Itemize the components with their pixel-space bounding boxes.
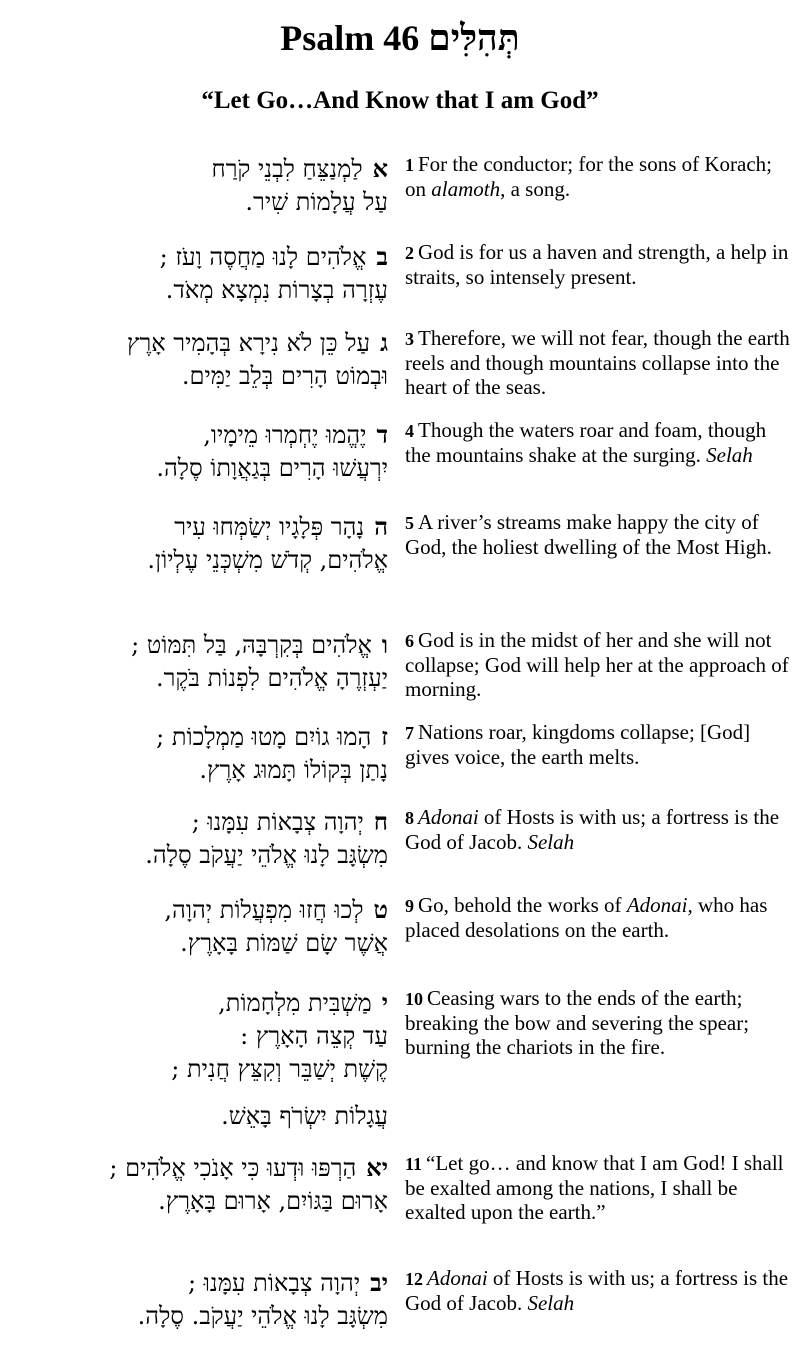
verse-number: 5: [405, 513, 414, 533]
hebrew-line: זהָמוּ גוֹיִם מָטוּ מַמְלָכוֹת ;: [156, 722, 388, 751]
hebrew-verse-number: ב: [376, 242, 388, 271]
verse-number: 7: [405, 723, 414, 743]
verse-hebrew: [12, 720, 388, 787]
hebrew-line: באֱלֹהִים לָנוּ מַחֲסֶה וָעֹז ;: [159, 242, 388, 271]
verse-number: 10: [405, 989, 423, 1009]
hebrew-line: יִרְעֲשׁוּ הָרִים בְּגַאֲוָתוֹ סֶלָה.: [156, 454, 388, 482]
hebrew-line: יאהַרְפּוּ וּדְעוּ כִּי אָנֹכִי אֱלֹהִים ;: [109, 1153, 388, 1182]
hebrew-line: מִשְׂגָּב לָנוּ אֱלֹהֵי יַעֲקֹב סֶלָה.: [145, 841, 388, 869]
hebrew-verse-number: יא: [366, 1153, 388, 1182]
verse-english: 12 Adonai of Hosts is with us; a fortress is the God of Jacob. Selah: [405, 1266, 789, 1315]
verse-number: 12: [405, 1269, 423, 1289]
verse-hebrew: [12, 1266, 388, 1333]
title-english: Psalm 46: [280, 18, 420, 58]
hebrew-verse-number: ז: [381, 722, 388, 751]
verse-hebrew: [12, 510, 388, 577]
hebrew-line: טלְכוּ חֲזוּ מִפְעֲלוֹת יְהוָה,: [164, 895, 388, 924]
hebrew-verse-number: יב: [370, 1268, 388, 1297]
verse-number: 2: [405, 243, 414, 263]
italic-term: Selah: [527, 830, 575, 854]
verse-english: 3 Therefore, we will not fear, though the earth reels and though mountains collapse into the heart of the seas.: [405, 326, 790, 399]
hebrew-verse-number: ט: [373, 895, 388, 924]
page-subtitle: “Let Go…And Know that I am God”: [201, 87, 599, 114]
verse-hebrew: [12, 418, 388, 485]
hebrew-verse-number: ו: [381, 630, 388, 659]
hebrew-line: דיֶהֱמוּ יֶחְמְרוּ מֵימָיו,: [203, 420, 388, 449]
verse-english: 5 A river’s streams make happy the city of God, the holiest dwelling of the Most High.: [405, 510, 772, 559]
verse-english: 6 God is in the midst of her and she will not collapse; God will help her at the approach of morning.: [405, 628, 789, 701]
italic-term: Selah: [527, 1291, 575, 1315]
verse-hebrew: [12, 805, 388, 872]
hebrew-verse-number: א: [372, 154, 388, 183]
verse-english: 8 Adonai of Hosts is with us; a fortress is the God of Jacob. Selah: [405, 805, 780, 854]
verse-hebrew: [12, 893, 388, 960]
hebrew-line: עַל עֲלָמוֹת שִׁיר.: [245, 188, 388, 216]
title-hebrew: תְּהִלִּים: [428, 17, 520, 59]
verse-english: 7 Nations roar, kingdoms collapse; [God] gives voice, the earth melts.: [405, 720, 751, 769]
verse-number: 3: [405, 329, 414, 349]
verse-hebrew: [12, 986, 388, 1133]
hebrew-line: אָרוּם בַּגּוֹיִם, אָרוּם בָּאָרֶץ.: [158, 1187, 388, 1215]
hebrew-line: הנָהָר פְּלָגָיו יְשַׂמְּחוּ עִיר: [174, 512, 388, 541]
verse-english: 2 God is for us a haven and strength, a help in straits, so intensely present.: [405, 240, 789, 289]
hebrew-verse-number: ג: [380, 328, 388, 357]
verse-number: 9: [405, 896, 414, 916]
verse-english: 4 Though the waters roar and foam, though the mountains shake at the surging. Selah: [405, 418, 767, 467]
italic-term: alamoth,: [431, 177, 506, 201]
verse-hebrew: [12, 240, 388, 307]
hebrew-line: ואֱלֹהִים בְּקִרְבָּהּ, בַּל תִּמּוֹט ;: [131, 630, 388, 659]
verse-number: 6: [405, 631, 414, 651]
hebrew-line: עֲגָלוֹת יִשְׂרֹף בָּאֵשׁ.: [221, 1102, 388, 1130]
verse-number: 1: [405, 155, 414, 175]
verse-hebrew: [12, 1151, 388, 1218]
verse-number: 11: [405, 1154, 423, 1174]
verse-english: 9 Go, behold the works of Adonai, who has placed desolations on the earth.: [405, 893, 768, 942]
hebrew-verse-number: ה: [374, 512, 388, 541]
italic-term: Adonai,: [626, 893, 693, 917]
hebrew-line: אֲשֶׁר שָׂם שַׁמּוֹת בָּאָרֶץ.: [180, 929, 388, 957]
hebrew-line: אלַמְנַצֵּחַ לִבְנֵי קֹרַח: [211, 154, 388, 183]
hebrew-line: עַד קְצֵה הָאָרֶץ :: [240, 1022, 388, 1050]
verse-hebrew: [12, 326, 388, 393]
verse-hebrew: [12, 152, 388, 219]
verse-hebrew: [12, 628, 388, 695]
hebrew-verse-number: י: [381, 988, 388, 1017]
hebrew-line: וּבְמוֹט הָרִים בְּלֵב יַמִּים.: [181, 362, 388, 390]
hebrew-line: קֶשֶׁת יְשַׁבֵּר וְקִצֵּץ חֲנִית ;: [171, 1055, 388, 1083]
verse-number: 8: [405, 808, 414, 828]
hebrew-line: עֶזְרָה בְצָרוֹת נִמְצָא מְאֹד.: [165, 276, 388, 304]
verse-english: 10 Ceasing wars to the ends of the earth; breaking the bow and severing the spear; burning the chariots in the fire.: [405, 986, 750, 1059]
hebrew-line: יביְהוָה צְבָאוֹת עִמָּנוּ ;: [188, 1268, 388, 1297]
page-title: [0, 14, 800, 62]
hebrew-line: ימַשְׁבִּית מִלְחָמוֹת,: [218, 988, 388, 1017]
italic-term: Adonai: [418, 805, 479, 829]
verse-number: 4: [405, 421, 414, 441]
italic-term: Adonai: [427, 1266, 488, 1290]
verse-english: 11 “Let go… and know that I am God! I shall be exalted among the nations, I shall be exalted upon the earth.”: [405, 1151, 784, 1224]
hebrew-line: מִשְׂגָּב לָנוּ אֱלֹהֵי יַעֲקֹב. סֶלָה.: [137, 1302, 388, 1330]
hebrew-line: אֱלֹהִים, קְדֹשׁ מִשְׁכְּנֵי עֶלְיוֹן.: [147, 546, 388, 574]
hebrew-line: יַעְזְרֶהָ אֱלֹהִים לִפְנוֹת בֹּקֶר.: [156, 664, 388, 692]
hebrew-verse-number: ד: [376, 420, 388, 449]
hebrew-line: געַל כֵּן לֹא נִירָא בְּהָמִיר אָרֶץ: [126, 328, 388, 357]
hebrew-line: נָתַן בְּקוֹלוֹ תָּמוּג אָרֶץ.: [199, 756, 388, 784]
hebrew-verse-number: ח: [373, 807, 388, 836]
verse-english: 1 For the conductor; for the sons of Korach; on alamoth, a song.: [405, 152, 772, 201]
italic-term: Selah: [706, 443, 753, 467]
hebrew-line: חיְהוָה צְבָאוֹת עִמָּנוּ ;: [191, 807, 388, 836]
